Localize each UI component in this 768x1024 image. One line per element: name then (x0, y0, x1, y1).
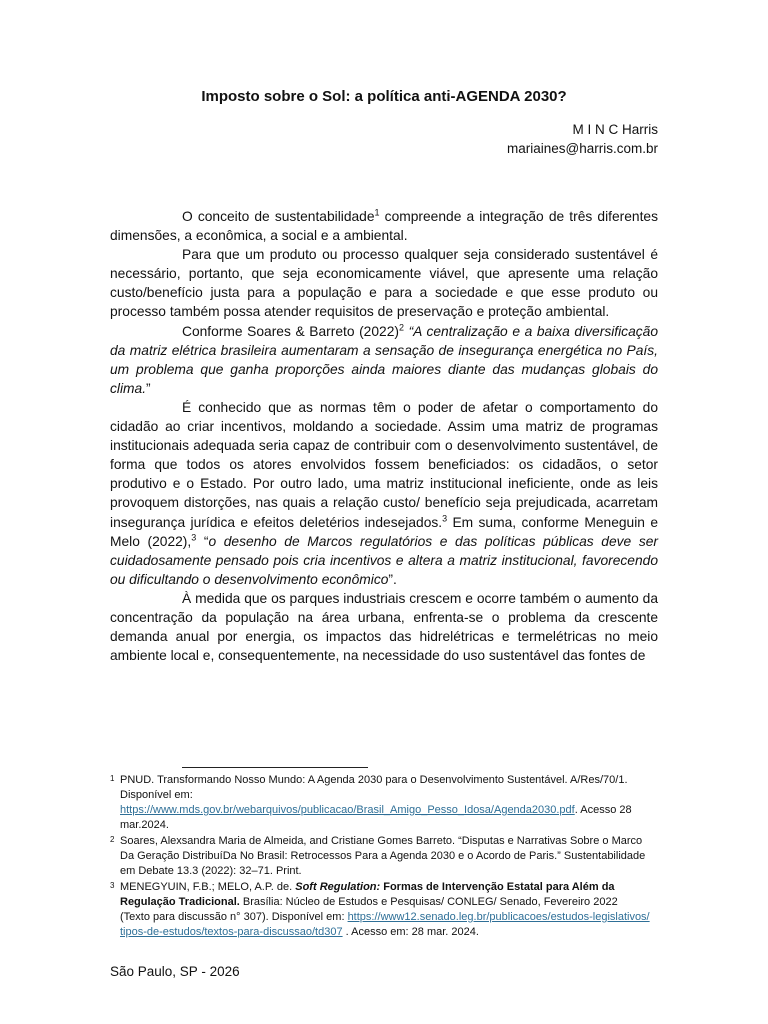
footnote-2-number: 2 (110, 835, 115, 844)
p1-text-b: compreende a integração de três diferentes dimensões, a econômica, a social e a ambiental. (110, 209, 658, 244)
p4-text-d: ”. (388, 571, 397, 587)
footnote-3-text-b: Brasília: Núcleo de Estudos e Pesquisas/ CONLEG/ Senado, Fevereiro 2022 (Texto para discussão n° 307). Disponível em: (120, 896, 618, 923)
footnote-2-text: Soares, Alexsandra Maria de Almeida, and Cristiane Gomes Barreto. “Disputas e Narrativas Sobre o Marco Da Geração DistribuíDa No Brasil: Retrocessos Para a Agenda 2030 e o Acordo de Paris.” Sustentabilidade em Debate 13.3 (2022): 32–71. Print. (120, 835, 646, 877)
paragraph-2: Para que um produto ou processo qualquer seja considerado sustentável é necessário, portanto, que seja economicamente viável, que apresente uma relação custo/benefício justa para a população e para a sociedade e que esse produto ou processo também possa atender requisitos de preservação e proteção ambiental. (110, 247, 658, 320)
footnote-1-access: . Acesso 28 mar.2024. (120, 804, 632, 831)
author-name: M I N C Harris (572, 122, 658, 137)
footnote-1 (110, 773, 650, 833)
footnote-ref-1[interactable]: 1 (374, 207, 380, 218)
footnote-ref-3b[interactable]: 3 (191, 532, 197, 542)
footnote-1-link[interactable]: https://www.mds.gov.br/webarquivos/publicacao/Brasil_Amigo_Pesso_Idosa/Agenda2030.pdf (120, 804, 575, 816)
document-title: Imposto sobre o Sol: a política anti-AGENDA 2030? (201, 88, 567, 105)
footnotes (110, 773, 650, 941)
p4-text-a: É conhecido que as normas têm o poder de afetar o comportamento do cidadão ao criar incentivos, moldando a sociedade. Assim uma matriz de programas institucionais adequada seria capaz de contribuir com o desenvolvimento sustentável, de forma que todos os atores envolvidos fossem beneficiados: os cidadãos, o setor produtivo e o Estado. Por outro lado, uma matriz institucional ineficiente, onde as leis provoquem distorções, nas quais a relação custo/ benefício seja prejudicada, acarretam insegurança jurídica e efeitos deletérios indesejados. (110, 399, 658, 530)
p4-text-c: “ (196, 533, 209, 549)
author-email: mariaines@harris.com.br (507, 141, 658, 156)
footnote-3-number: 3 (110, 881, 115, 890)
paragraph-3 (110, 322, 658, 398)
body-text (110, 207, 658, 665)
paragraph-5: À medida que os parques industriais crescem e ocorre também o aumento da concentração da população na área urbana, enfrenta-se o problema da crescente demanda anual por energia, os impactos das hidrelétricas e termelétricas no meio ambiente local e, consequentemente, na necessidade do uso sustentável das fontes de (110, 590, 658, 664)
footnote-separator (182, 767, 368, 768)
footnote-3-link[interactable]: https://www12.senado.leg.br/publicacoes/estudos-legislativos/tipos-de-estudos/textos-para-discussao/td307 (120, 911, 650, 938)
footnote-ref-3a[interactable]: 3 (442, 512, 448, 523)
footnote-ref-2[interactable]: 2 (398, 321, 404, 332)
footer-location-date: São Paulo, SP - 2026 (110, 964, 240, 979)
p4-quote: o desenho de Marcos regulatórios e das políticas públicas deve ser cuidadosamente pensado pois cria incentivos e altera a matriz institucional, favorecendo ou dificultando o desenvolvimento econômico (110, 533, 658, 587)
footnote-2 (110, 834, 650, 879)
p3-text-a: Conforme Soares & Barreto (2022) (182, 323, 399, 339)
p3-end: ” (146, 380, 151, 396)
footnote-3-text-c: . Acesso em: 28 mar. 2024. (342, 926, 479, 938)
footnote-3-text-a: MENEGYUIN, F.B.; MELO, A.P. de. (120, 881, 296, 893)
paragraph-1 (110, 207, 658, 245)
footnote-1-text: PNUD. Transformando Nosso Mundo: A Agenda 2030 para o Desenvolvimento Sustentável. A/Res/70/1. Disponível em: (120, 774, 628, 801)
paragraph-4 (110, 398, 658, 589)
p1-text-a: O conceito de sustentabilidade (182, 209, 375, 224)
footnote-1-number: 1 (110, 774, 115, 783)
p4-text-b: Em suma, conforme Meneguin e Melo (2022), (110, 514, 658, 549)
p3-quote: “A centralização e a baixa diversificação da matriz elétrica brasileira aumentaram a sensação de insegurança energética no País, um problema que ganha proporções ainda maiores diante das mudanças globais do clima. (110, 323, 658, 396)
footnote-3-bold: Formas de Intervenção Estatal para Além da Regulação Tradicional. (120, 881, 615, 908)
footnote-3-bold-italic: Soft Regulation: (295, 881, 381, 893)
footnote-3 (110, 880, 650, 940)
author-block (507, 120, 658, 158)
